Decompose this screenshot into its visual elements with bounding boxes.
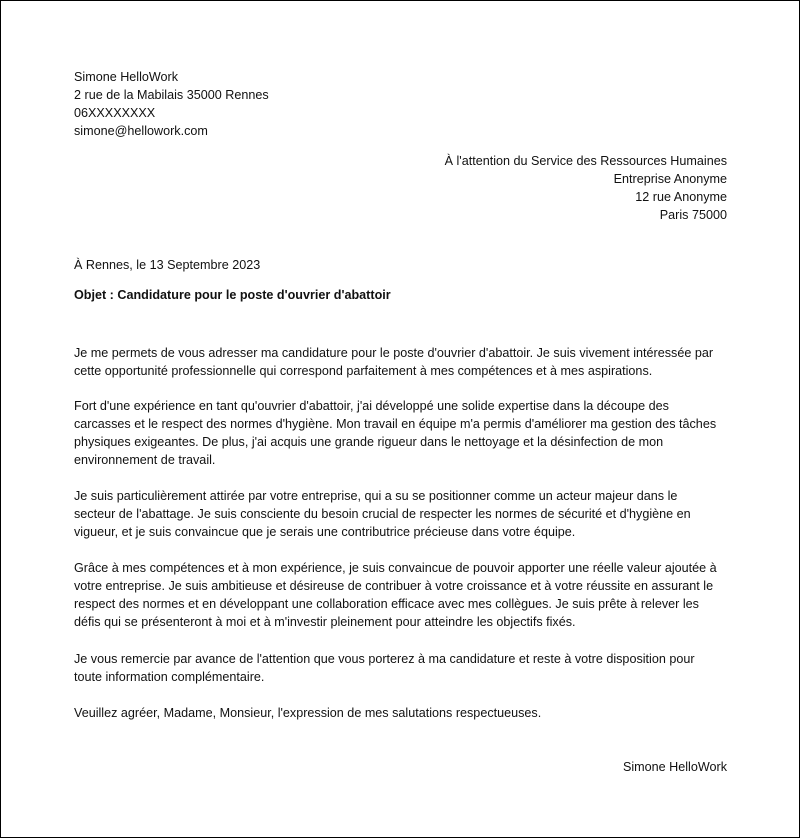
body-line: environnement de travail. (74, 453, 216, 467)
body-line: Je vous remercie par avance de l'attention que vous porterez à ma candidature et reste à votre disposition pour (74, 652, 695, 666)
body-paragraph (74, 487, 734, 541)
body-line: cette opportunité professionnelle qui correspond parfaitement à mes compétences et à mes aspirations. (74, 364, 653, 378)
body-line: Je me permets de vous adresser ma candidature pour le poste d'ouvrier d'abattoir. Je suis vivement intéressée par (74, 346, 714, 360)
date-line: À Rennes, le 13 Septembre 2023 (74, 258, 261, 272)
sender-email: simone@hellowork.com (74, 124, 208, 138)
recipient-attention: À l'attention du Service des Ressources Humaines (444, 154, 727, 168)
sender-address: 2 rue de la Mabilais 35000 Rennes (74, 88, 269, 102)
body-line: Je suis particulièrement attirée par votre entreprise, qui a su se positionner comme un acteur majeur dans le (74, 489, 678, 503)
body-line: vigueur, et je suis convaincue que je serais une contributrice précieuse dans votre équipe. (74, 525, 576, 539)
body-line: défis qui se présenteront à moi et à m'investir pleinement pour atteindre les objectifs fixés. (74, 615, 576, 629)
recipient-company: Entreprise Anonyme (613, 172, 727, 186)
signature: Simone HelloWork (622, 760, 727, 774)
body-line: Grâce à mes compétences et à mon expérience, je suis convaincue de pouvoir apporter une réelle valeur ajoutée à (74, 561, 717, 575)
body-line: Fort d'une expérience en tant qu'ouvrier d'abattoir, j'ai développé une solide expertise dans la découpe des (74, 399, 669, 413)
closing-paragraph (74, 704, 734, 722)
recipient-street: 12 rue Anonyme (635, 190, 727, 204)
body-line: physiques exigeantes. De plus, j'ai acquis une grande rigueur dans le nettoyage et la désinfection de mon (74, 435, 664, 449)
body-paragraph (74, 397, 734, 469)
subject-line: Objet : Candidature pour le poste d'ouvrier d'abattoir (74, 288, 391, 302)
body-line: carcasses et le respect des normes d'hygiène. Mon travail en équipe m'a permis d'améliorer ma gestion des tâches (74, 417, 717, 431)
body-paragraph (74, 344, 734, 380)
body-line: votre entreprise. Je suis ambitieuse et désireuse de contribuer à votre croissance et à votre réussite en assurant le (74, 579, 714, 593)
sender-name: Simone HelloWork (74, 70, 179, 84)
body-paragraph (74, 650, 734, 686)
body-line: toute information complémentaire. (74, 670, 265, 684)
recipient-city: Paris 75000 (659, 208, 727, 222)
body-paragraph (74, 559, 734, 631)
body-line: Veuillez agréer, Madame, Monsieur, l'expression de mes salutations respectueuses. (74, 706, 542, 720)
body-line: respect des normes et en développant une collaboration efficace avec mes collègues. Je suis prête à relever les (74, 597, 699, 611)
body-line: secteur de l'abattage. Je suis consciente du besoin crucial de respecter les normes de sécurité et d'hygiène en (74, 507, 691, 521)
sender-phone: 06XXXXXXXX (74, 106, 156, 120)
